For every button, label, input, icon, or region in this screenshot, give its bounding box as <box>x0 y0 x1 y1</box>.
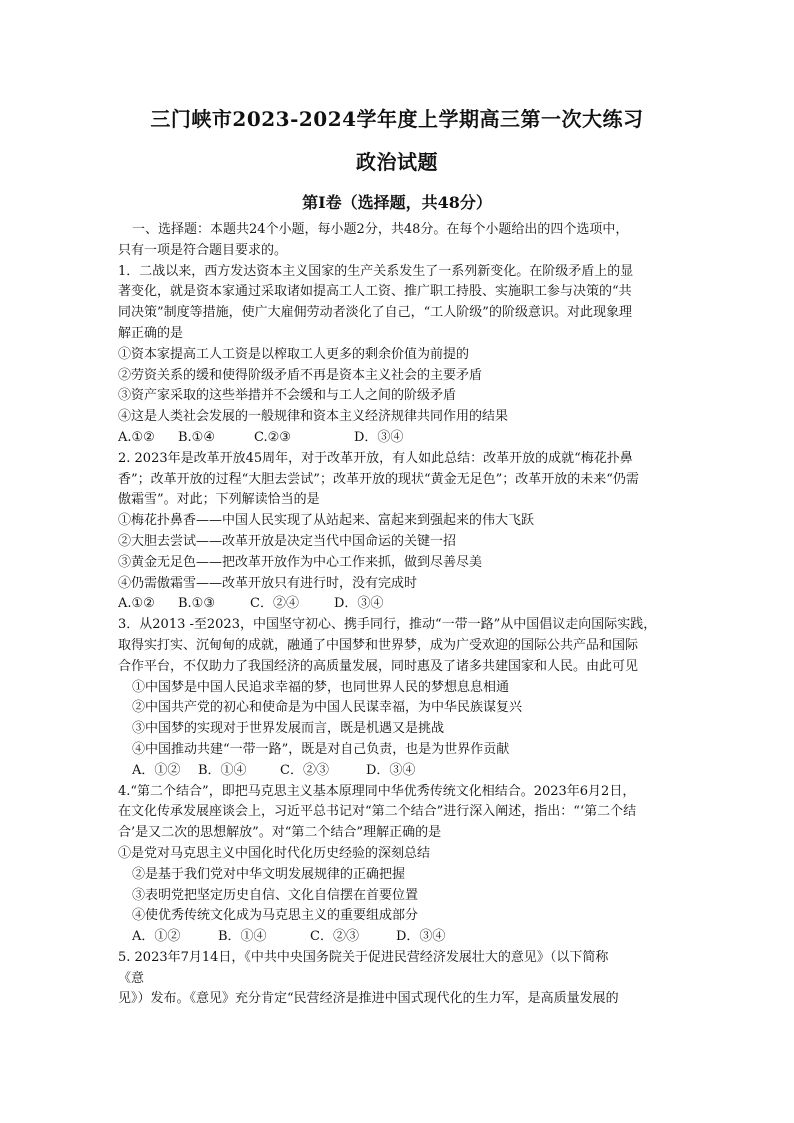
question-stem-line: 著变化，就是资本家通过采取诸如提高工人工资、推广职工持股、实施职工参与决策的“共 <box>118 284 632 300</box>
question-stem-line: 2. 2023年是改革开放45周年，对于改革开放，有人如此总结：改革开放的成就“梅花扑鼻 <box>118 450 633 466</box>
statement-item: ②中国共产党的初心和使命是为中国人民谋幸福，为中华民族谋复兴 <box>132 700 523 716</box>
option-d: D．③④ <box>366 762 416 778</box>
option-d: D．③④ <box>396 929 446 945</box>
part-heading: 第Ⅰ卷（选择题，共48分） <box>302 193 492 212</box>
question-stem-line: 傲霜雪”。对此；下列解读恰当的是 <box>118 492 320 508</box>
answer-options <box>118 428 678 449</box>
statement-item: ①资本家提高工人工资是以榨取工人更多的剩余价值为前提的 <box>118 346 470 362</box>
statement-item: ①中国梦是中国人民追求幸福的梦，也同世界人民的梦想息息相通 <box>132 679 510 695</box>
answer-options <box>118 761 678 782</box>
option-b: B.①③ <box>178 596 215 612</box>
option-a: A．①② <box>132 929 181 945</box>
statement-item: ④中国推动共建“一带一路”，既是对自己负责，也是为世界作贡献 <box>132 741 510 757</box>
option-b: B.①④ <box>178 429 215 445</box>
option-b: B．①④ <box>218 929 267 945</box>
question-body <box>118 220 678 1010</box>
statement-item: ③资产家采取的这些举措并不会缓和与工人之间的阶级矛盾 <box>118 388 457 404</box>
question-stem-line: 4.“第二个结合”，即把马克思主义基本原理同中华优秀传统文化相结合。2023年6月2日， <box>118 783 636 799</box>
statement-item: ②劳资关系的缓和使得阶级矛盾不再是资本主义社会的主要矛盾 <box>118 367 483 383</box>
question-1 <box>118 262 678 449</box>
question-stem-line: 合’是又二次的思想解放”。对“第二个结合”理解正确的是 <box>118 825 442 841</box>
subject-title: 政治试题 <box>356 150 438 174</box>
question-3 <box>118 615 678 781</box>
option-a: A．①② <box>132 762 181 778</box>
intro-line: 一、选择题：本题共24个小题，每小题2分，共48分。在每个小题给出的四个选项中， <box>132 222 629 237</box>
option-c: C．②④ <box>250 596 299 612</box>
question-stem-line: 在文化传承发展座谈会上，习近平总书记对“第二个结合”进行深入阐述，指出：“‘第二个结 <box>118 804 637 820</box>
question-2 <box>118 449 678 615</box>
question-stem-line: 《意 <box>118 970 145 986</box>
question-stem-line: 合作平台，不仅助力了我国经济的高质量发展，同时惠及了诸多共建国家和人民。由此可见 <box>118 658 639 674</box>
option-d: D．③④ <box>354 429 404 445</box>
statement-item: ③表明党把坚定历史自信、文化自信摆在首要位置 <box>132 887 419 903</box>
option-d: D．③④ <box>334 596 384 612</box>
question-stem-line: 解正确的是 <box>118 325 184 341</box>
question-5 <box>118 948 678 1010</box>
statement-item: ②是基于我们党对中华文明发展规律的正确把握 <box>132 866 406 882</box>
statement-item: ④使优秀传统文化成为马克思主义的重要组成部分 <box>132 908 419 924</box>
question-stem-line: 5. 2023年7月14日，《中共中央国务院关于促进民营经济发展壮大的意见》（以下简称 <box>118 949 609 965</box>
question-stem-line: 同决策”制度等措施，使广大雇佣劳动者淡化了自己，“工人阶级”的阶级意识。对此现象理 <box>118 305 632 321</box>
option-c: C．②③ <box>310 929 359 945</box>
statement-item: ③黄金无足色——把改革开放作为中心工作来抓，做到尽善尽美 <box>118 554 483 570</box>
option-c: C.②③ <box>254 429 291 445</box>
option-b: B．①④ <box>198 762 247 778</box>
option-c: C．②③ <box>280 762 329 778</box>
statement-item: ③中国梦的实现对于世界发展而言，既是机遇又是挑战 <box>132 721 445 737</box>
option-a: A.①② <box>118 429 155 445</box>
statement-item: ①是党对马克思主义中国化时代化历史经验的深刻总结 <box>118 845 431 861</box>
question-stem-line: 1．二战以来，西方发达资本主义国家的生产关系发生了一系列新变化。在阶级矛盾上的显 <box>118 263 634 279</box>
option-a: A.①② <box>118 596 155 612</box>
intro-line: 只有一项是符合题目要求的。 <box>118 242 288 258</box>
statement-item: ④这是人类社会发展的一般规律和资本主义经济规律共同作用的结果 <box>118 409 509 425</box>
question-4 <box>118 782 678 948</box>
question-stem-line: 见》）发布。《意见》充分肯定“民营经济是推进中国式现代化的生力军，是高质量发展的 <box>118 991 619 1007</box>
question-stem-line: 香”；改革开放的过程“大胆去尝试”；改革开放的现状“黄金无足色”；改革开放的未来“仍需 <box>118 471 639 487</box>
question-stem-line: 3．从2013 -至2023，中国坚守初心、携手同行，推动“一带一路”从中国倡议走向国际实践， <box>118 617 657 633</box>
question-stem-line: 取得实打实、沉甸甸的成就，融通了中国梦和世界梦，成为广受欢迎的国际公共产品和国际 <box>118 637 639 653</box>
answer-options <box>118 594 678 615</box>
answer-options <box>118 927 678 948</box>
statement-item: ①梅花扑鼻香——中国人民实现了从站起来、富起来到强起来的伟大飞跃 <box>118 513 535 529</box>
exam-title: 三门峡市2023-2024学年度上学期高三第一次大练习 <box>150 107 644 131</box>
statement-item: ②大胆去尝试——改革开放是决定当代中国命运的关键一招 <box>118 533 457 549</box>
statement-item: ④仍需傲霜雪——改革开放只有进行时，没有完成时 <box>118 575 418 591</box>
